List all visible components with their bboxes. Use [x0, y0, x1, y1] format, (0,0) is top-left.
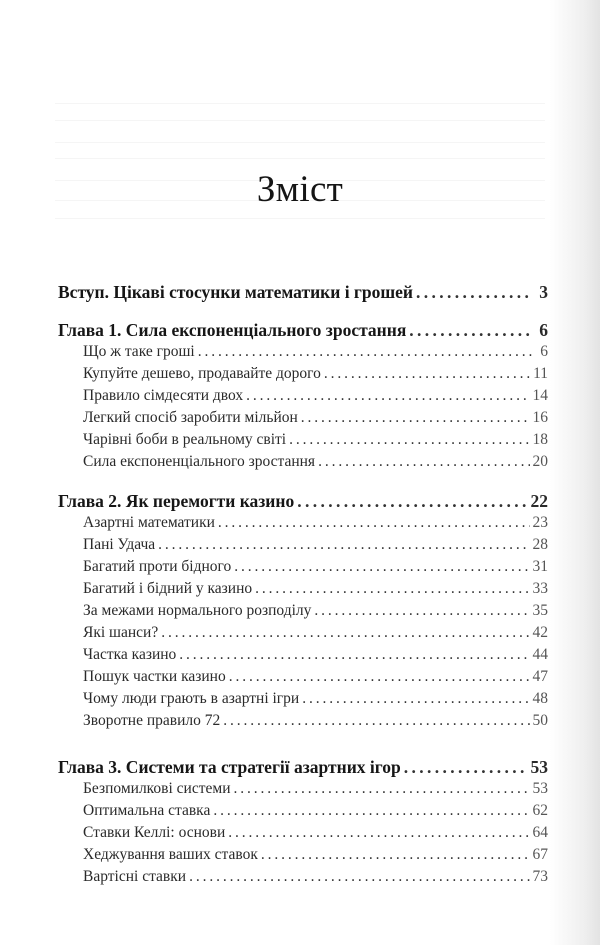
toc-entry-page: 31 [532, 558, 548, 575]
toc-section[interactable] [83, 802, 548, 824]
dot-leader [255, 580, 529, 598]
toc-section[interactable] [83, 712, 548, 734]
show-through-line [55, 120, 545, 121]
dot-leader [324, 365, 530, 383]
toc-entry-label: Вартісні ставки [83, 868, 187, 885]
toc-chapter-2[interactable] [58, 491, 548, 513]
dot-leader [234, 558, 529, 576]
toc-entry-label: Безпомилкові системи [83, 780, 231, 797]
toc-entry-label: Глава 3. Системи та стратегії азартних ігор [58, 757, 401, 777]
toc-entry-label: Глава 2. Як перемогти казино [58, 491, 295, 511]
toc-entry-page: 73 [532, 868, 548, 885]
dot-leader [246, 387, 529, 405]
dot-leader [223, 712, 529, 730]
toc-entry-label: Азартні математики [83, 514, 215, 531]
toc-entry-page: 16 [532, 409, 548, 426]
toc-entry-label: Пані Удача [83, 536, 156, 553]
toc-entry-page: 42 [532, 624, 548, 641]
toc-section[interactable] [83, 824, 548, 846]
toc-intro-entry[interactable] [58, 282, 548, 304]
dot-leader [409, 320, 533, 341]
toc-entry-label: Чому люди грають в азартні ігри [83, 690, 300, 707]
toc-entry-label: Багатий і бідний у казино [83, 580, 253, 597]
toc-entry-page: 6 [539, 320, 548, 340]
dot-leader [261, 846, 530, 864]
toc-entry-label: За межами нормального розподілу [83, 602, 312, 619]
show-through-line [55, 103, 545, 104]
toc-section[interactable] [83, 868, 548, 890]
toc-entry-label: Сила експоненціального зростання [83, 453, 316, 470]
dot-leader [404, 757, 528, 778]
dot-leader [318, 453, 529, 471]
toc-section[interactable] [83, 602, 548, 624]
dot-leader [297, 491, 527, 512]
toc-section[interactable] [83, 365, 548, 387]
dot-leader [198, 343, 533, 361]
toc-entry-page: 33 [532, 580, 548, 597]
toc-section[interactable] [83, 846, 548, 868]
dot-leader [189, 868, 529, 886]
toc-entry-label: Оптимальна ставка [83, 802, 211, 819]
toc-section[interactable] [83, 431, 548, 453]
toc-entry-label: Правило сімдесяти двох [83, 387, 244, 404]
toc-entry-page: 28 [532, 536, 548, 553]
toc-entry-label: Пошук частки казино [83, 668, 226, 685]
toc-section[interactable] [83, 409, 548, 431]
toc-section[interactable] [83, 536, 548, 558]
toc-entry-label: Що ж таке гроші [83, 343, 195, 360]
dot-leader [218, 514, 530, 532]
toc-entry-page: 20 [532, 453, 548, 470]
dot-leader [213, 802, 529, 820]
toc-entry-label: Ставки Келлі: основи [83, 824, 226, 841]
toc-entry-page: 64 [532, 824, 548, 841]
toc-entry-label: Чарівні боби в реальному світі [83, 431, 287, 448]
toc-entry-page: 48 [532, 690, 548, 707]
toc-entry-page: 67 [532, 846, 548, 863]
dot-leader [301, 409, 530, 427]
toc-section[interactable] [83, 514, 548, 536]
show-through-line [55, 142, 545, 143]
toc-entry-label: Глава 1. Сила експоненціального зростання [58, 320, 407, 340]
toc-entry-page: 22 [530, 491, 548, 511]
dot-leader [289, 431, 529, 449]
toc-entry-page: 44 [532, 646, 548, 663]
dot-leader [158, 536, 529, 554]
toc-entry-label: Частка казино [83, 646, 177, 663]
show-through-line [55, 158, 545, 159]
toc-chapter-1[interactable] [58, 320, 548, 342]
toc-section[interactable] [83, 558, 548, 580]
show-through-line [55, 218, 545, 219]
toc-entry-page: 3 [539, 282, 548, 302]
toc-entry-label: Легкий спосіб заробити мільйон [83, 409, 298, 426]
dot-leader [314, 602, 529, 620]
toc-chapter-3[interactable] [58, 757, 548, 779]
toc-entry-page: 11 [533, 365, 548, 382]
toc-entry-label: Зворотне правило 72 [83, 712, 221, 729]
toc-entry-page: 6 [540, 343, 548, 360]
toc-section[interactable] [83, 580, 548, 602]
toc-section[interactable] [83, 453, 548, 475]
toc-entry-label: Хеджування ваших ставок [83, 846, 258, 863]
page-edge-shadow [550, 0, 600, 945]
dot-leader [229, 668, 530, 686]
toc-entry-label: Купуйте дешево, продавайте дорого [83, 365, 321, 382]
dot-leader [161, 624, 529, 642]
toc-section[interactable] [83, 343, 548, 365]
dot-leader [179, 646, 529, 664]
toc-section[interactable] [83, 690, 548, 712]
toc-entry-page: 35 [532, 602, 548, 619]
toc-entry-label: Багатий проти бідного [83, 558, 232, 575]
toc-entry-page: 14 [532, 387, 548, 404]
toc-entry-page: 23 [532, 514, 548, 531]
toc-entry-label: Вступ. Цікаві стосунки математики і грошей [58, 282, 413, 302]
toc-section[interactable] [83, 624, 548, 646]
toc-entry-page: 47 [532, 668, 548, 685]
toc-section[interactable] [83, 646, 548, 668]
dot-leader [234, 780, 530, 798]
toc-entry-page: 53 [532, 780, 548, 797]
page-title: Зміст [256, 169, 344, 210]
dot-leader [302, 690, 529, 708]
toc-section[interactable] [83, 780, 548, 802]
toc-entry-page: 62 [532, 802, 548, 819]
toc-entry-page: 50 [532, 712, 548, 729]
toc-section[interactable] [83, 387, 548, 409]
dot-leader [228, 824, 529, 842]
toc-entry-page: 18 [532, 431, 548, 448]
dot-leader [416, 282, 533, 303]
toc-entry-label: Які шанси? [83, 624, 159, 641]
toc-entry-page: 53 [530, 757, 548, 777]
toc-section[interactable] [83, 668, 548, 690]
